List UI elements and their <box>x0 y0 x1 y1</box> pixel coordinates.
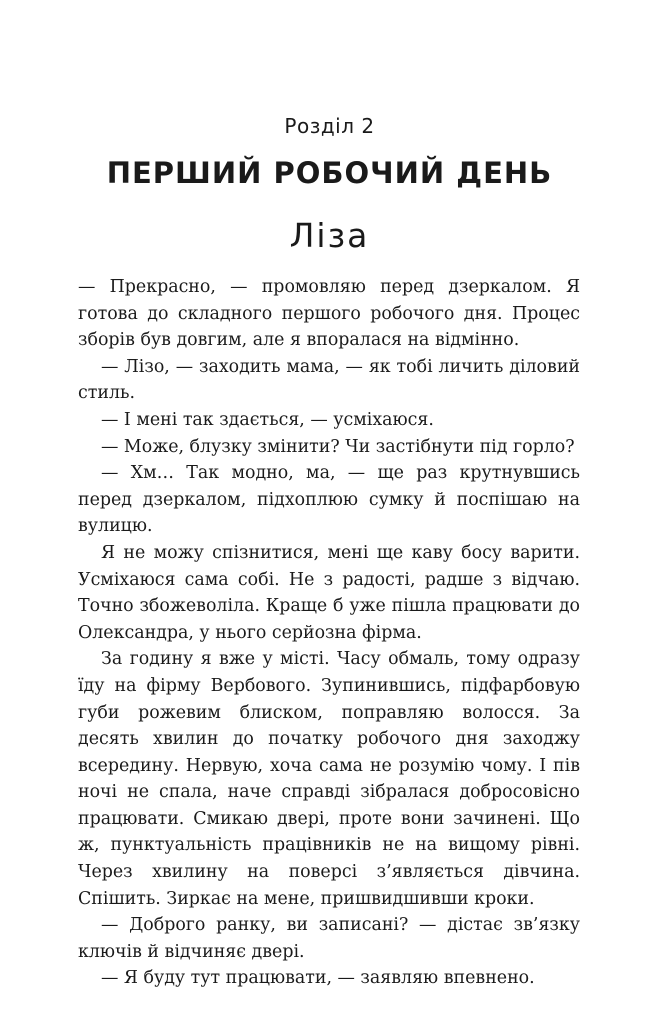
paragraph: — Лізо, — заходить мама, — як тобі личить діловий стиль. <box>78 356 580 404</box>
chapter-label: Розділ 2 <box>284 114 375 138</box>
paragraph: За годину я вже у місті. Часу обмаль, тому одразу їду на фірму Вербового. Зупинившись, підфарбовую губи рожевим блиском, поправляю волосся. За десять хвилин до початку робочого дня заходжу всередину. Нервую, хоча сама не розумію чому. І пів ночі не спала, наче справді зібралася добросовісно працювати. Смикаю двері, проте вони зачинені. Що ж, пунктуальність працівників не на вищому рівні. Через хвилину на поверсі з’являється дівчина. Спішить. Зиркає на мене, пришвидшивши кроки. <box>78 649 580 909</box>
paragraph: Я не можу спізнитися, мені ще каву босу варити. Усміхаюся сама собі. Не з радості, радше з відчаю. Точно збожеволіла. Краще б уже пішла працювати до Олександра, у нього серйозна фірма. <box>78 542 580 643</box>
paragraph: — Доброго ранку, ви записані? — дістає зв’язку ключів й відчиняє двері. <box>78 915 580 962</box>
paragraph: — Хм… Так модно, ма, — ще раз крутнувшись перед дзеркалом, підхоплюю сумку й поспішаю на вулицю. <box>78 463 580 537</box>
chapter-title: ПЕРШИЙ РОБОЧИЙ ДЕНЬ <box>106 156 553 190</box>
pov-character-name: Ліза <box>289 216 370 255</box>
paragraph: — І мені так здається, — усміхаюся. <box>101 409 434 430</box>
paragraph: — Я буду тут працювати, — заявляю впевнено. <box>101 968 535 989</box>
chapter-body <box>78 274 580 992</box>
paragraph: — Може, блузку змінити? Чи застібнути під горло? <box>101 436 575 457</box>
paragraph: — Прекрасно, — промовляю перед дзеркалом. Я готова до складного першого робочого дня. Процес зборів був довгим, але я впоралася на відмінно. <box>78 277 580 351</box>
